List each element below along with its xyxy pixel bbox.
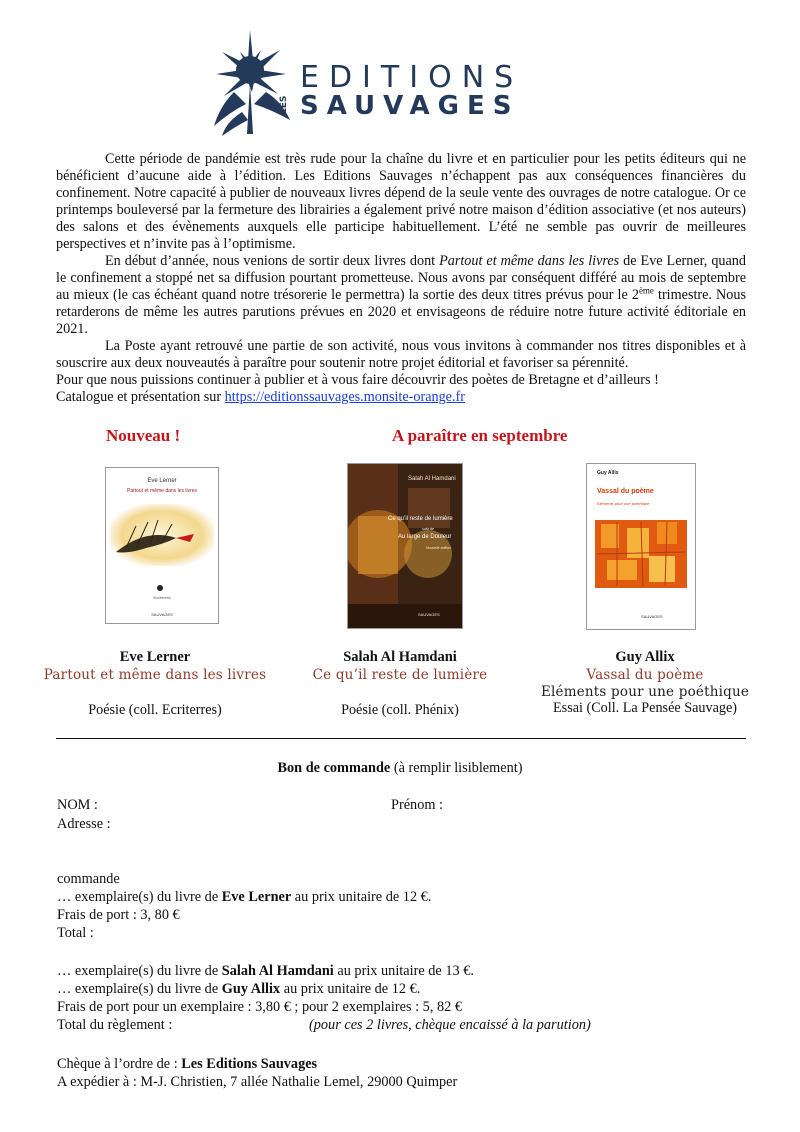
heading-upcoming: A paraître en septembre <box>392 426 568 445</box>
l2-b: Salah Al Hamdani <box>221 963 334 979</box>
book-1-author: Eve Lerner <box>119 649 191 665</box>
cover-3-title: Vassal du poème <box>597 488 654 495</box>
intro-paragraph-4: Pour que nous puissions continuer à publier et à vous faire découvrir des poètes de Bretagne et d’ailleurs ! <box>56 372 659 388</box>
intro-text <box>56 151 746 406</box>
order-line-salah-al-hamdani[interactable] <box>57 962 757 980</box>
p2-book-title: Partout et même dans les livres <box>439 253 620 269</box>
logo-small-text: LES <box>279 95 289 114</box>
book-1-collection: Poésie (coll. Ecriterres) <box>88 702 222 718</box>
l1-b: Eve Lerner <box>221 889 292 905</box>
book-1-title: Partout et même dans les livres <box>43 667 267 683</box>
book-caption-3 <box>525 649 765 717</box>
l1-a: … exemplaire(s) du livre de <box>57 889 222 905</box>
p2-text-b: de Eve Lerner, quand le confinement a stoppé net sa diffusion pourtant prometteuse. Nous avons par conséquent différé au mois de septembre au mieux (le cas échéant quand notre trésorerie le permettra) la sortie des deux titres prévus pour le 2 <box>56 253 746 303</box>
publisher-logo <box>212 22 542 140</box>
p2-text-c: trimestre. Nous retarderons de même les autres parutions prévues en 2020 et envisageons de réduire notre future activité éditoriale en 2021. <box>56 287 746 337</box>
book-3-collection: Essai (Coll. La Pensée Sauvage) <box>553 700 737 716</box>
divider <box>56 738 746 739</box>
total-payment-note: (pour ces 2 livres, chèque encaissé à la parution) <box>309 1017 591 1033</box>
order-form-note: (à remplir lisiblement) <box>390 760 523 776</box>
logo-line2: SAUVAGES <box>300 91 520 121</box>
l3-b: Guy Allix <box>221 981 281 997</box>
nom-label[interactable]: NOM : <box>57 797 98 813</box>
l2-c: au prix unitaire de 13 €. <box>333 963 474 979</box>
total-payment-line[interactable] <box>57 1016 757 1034</box>
order-line-guy-allix[interactable] <box>57 980 757 998</box>
order-block-1 <box>57 870 757 942</box>
cover-1-title: Partout et même dans les livres <box>126 488 198 494</box>
intro-paragraph-3: La Poste ayant retrouvé une partie de son activité, nous vous invitons à commander nos titres disponibles et à souscrire aux deux nouveautés à paraître pour soutenir notre projet éditorial et favoriser sa pérennité. <box>56 338 746 371</box>
intro-paragraph-2 <box>56 253 746 338</box>
commande-label: commande <box>57 871 120 887</box>
cover-2-note: Nouvelle édition <box>426 546 451 550</box>
book-caption-1 <box>40 649 270 719</box>
l3-a: … exemplaire(s) du livre de <box>57 981 222 997</box>
catalogue-link[interactable]: https://editionssauvages.monsite-orange.fr <box>224 389 465 405</box>
cheque-label: Chèque à l’ordre de : <box>57 1056 182 1072</box>
adresse-label[interactable]: Adresse : <box>57 816 111 832</box>
shipping-1: Frais de port : 3, 80 € <box>57 907 180 923</box>
book-cover-salah-al-hamdani[interactable] <box>347 463 463 629</box>
book-cover-eve-lerner[interactable] <box>105 467 219 624</box>
order-block-2 <box>57 962 757 1034</box>
cover-3-subtitle: Eléments pour une poéthique <box>597 501 650 506</box>
thistle-logo-icon <box>212 22 542 140</box>
cover-2-title2: Au large de Douleur <box>398 534 452 540</box>
l3-c: au prix unitaire de 12 €. <box>280 981 421 997</box>
cheque-line <box>57 1055 757 1073</box>
prenom-label[interactable]: Prénom : <box>391 797 444 813</box>
book-3-author: Guy Allix <box>615 649 675 665</box>
l1-c: au prix unitaire de 12 €. <box>291 889 432 905</box>
book-3-subtitle: Eléments pour une poéthique <box>540 684 750 700</box>
total-payment-label: Total du règlement : <box>57 1017 173 1033</box>
order-line-eve-lerner[interactable] <box>57 888 757 906</box>
heading-new: Nouveau ! <box>106 426 181 445</box>
p2-sup: ème <box>638 285 654 296</box>
order-form-heading: Bon de commande <box>277 760 391 776</box>
cover-1-collection: Ecriterres <box>153 595 171 600</box>
cover-1-publisher: SAUVAGES <box>151 612 173 617</box>
cover-2-title: Ce qu’il reste de lumière <box>388 516 453 522</box>
book-caption-2 <box>295 649 505 719</box>
l2-a: … exemplaire(s) du livre de <box>57 963 222 979</box>
payment-block <box>57 1055 757 1091</box>
shipping-2: Frais de port pour un exemplaire : 3,80 € ; pour 2 exemplaires : 5, 82 € <box>57 999 462 1015</box>
book-2-collection: Poésie (coll. Phénix) <box>341 702 459 718</box>
cover-2-author: Salah Al Hamdani <box>408 476 456 482</box>
catalogue-label: Catalogue et présentation sur <box>56 389 225 405</box>
intro-paragraph-1: Cette période de pandémie est très rude pour la chaîne du livre et en particulier pour les petits éditeurs qui ne bénéficient d’aucune aide à l’édition. Les Editions Sauvages n’échappent pas aux conséquences financières du confinement. Notre capacité à publier de nouveaux livres dépend de la seule vente des ouvrages de notre catalogue. Or ce printemps bouleversé par la fermeture des librairies a également privé notre maison d’édition associative (et nos auteurs) des salons et des évènements auxquels elle participe habituellement. L’été ne semble pas ouvrir de meilleures perspectives et n’invite pas à l’optimisme. <box>56 151 746 252</box>
cover-1-author: Eve Lerner <box>147 478 177 484</box>
logo-line1: EDITIONS <box>300 60 524 95</box>
shipping-address: A expédier à : M-J. Christien, 7 allée Nathalie Lemel, 29000 Quimper <box>57 1074 458 1090</box>
book-2-author: Salah Al Hamdani <box>343 649 457 665</box>
book-3-title: Vassal du poème <box>586 667 704 683</box>
total-1[interactable]: Total : <box>57 925 94 941</box>
cover-2-publisher: SAUVAGES <box>418 612 440 617</box>
p2-text-a: En début d’année, nous venions de sortir deux livres dont <box>105 253 440 269</box>
cheque-payee: Les Editions Sauvages <box>181 1056 318 1072</box>
book-cover-guy-allix[interactable] <box>586 463 696 630</box>
order-form-title <box>0 759 800 777</box>
book-2-title: Ce qu’il reste de lumière <box>312 667 488 683</box>
cover-3-publisher: SAUVAGES <box>641 614 663 619</box>
cover-3-author: Guy Allix <box>597 470 619 476</box>
cover-2-suivi: suivi de <box>422 527 434 531</box>
catalogue-line <box>56 389 746 406</box>
